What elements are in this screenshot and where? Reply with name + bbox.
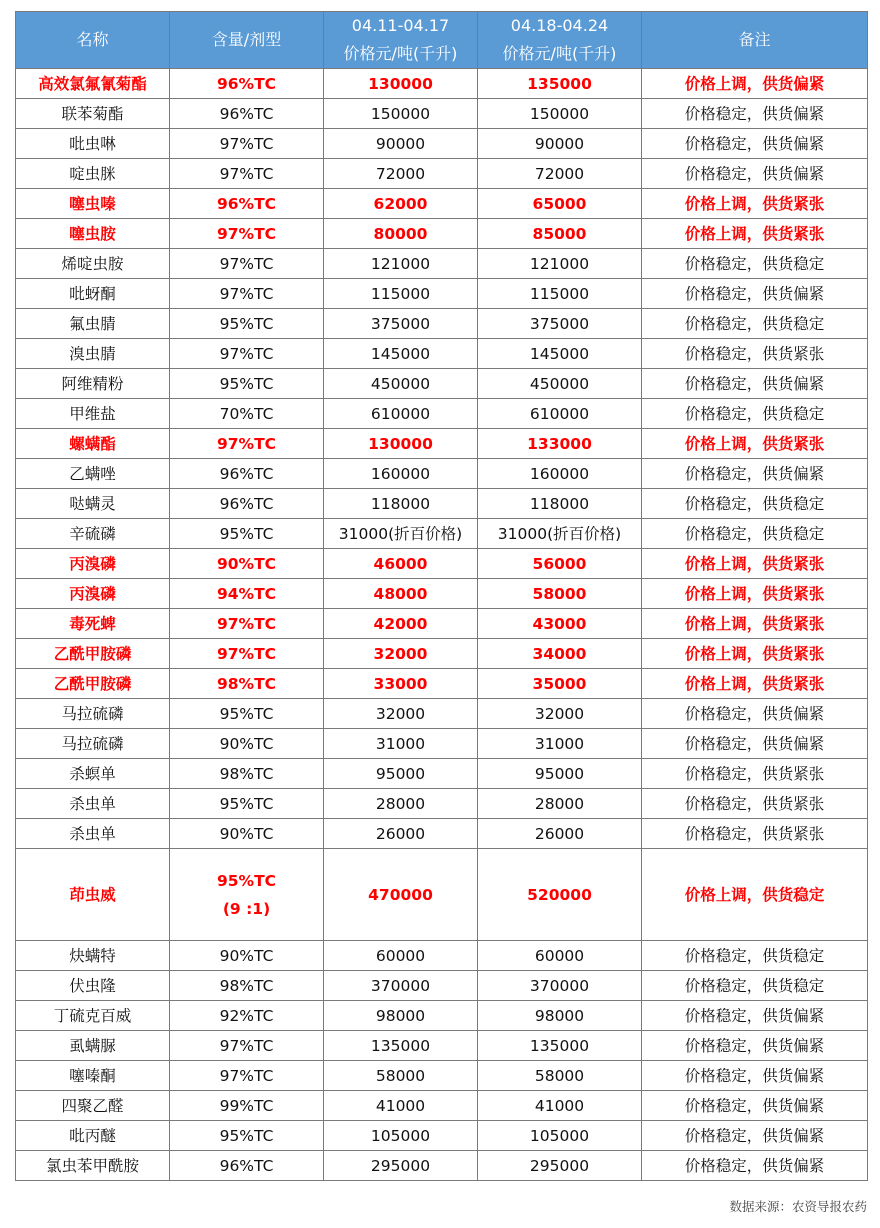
cell-price-week2: 58000 — [478, 1061, 642, 1091]
table-row — [16, 941, 868, 971]
cell-spec: 97%TC — [170, 639, 324, 669]
cell-name: 马拉硫磷 — [16, 729, 170, 759]
cell-price-week2: 26000 — [478, 819, 642, 849]
table-row — [16, 369, 868, 399]
price-table — [15, 11, 868, 1181]
cell-note: 价格稳定，供货稳定 — [642, 941, 868, 971]
cell-spec: 92%TC — [170, 1001, 324, 1031]
cell-spec: 96%TC — [170, 459, 324, 489]
cell-price-week1: 28000 — [324, 789, 478, 819]
cell-note: 价格稳定，供货偏紧 — [642, 129, 868, 159]
cell-price-week2: 520000 — [478, 849, 642, 941]
table-row — [16, 129, 868, 159]
cell-price-week1: 80000 — [324, 219, 478, 249]
cell-spec: 96%TC — [170, 189, 324, 219]
cell-price-week1: 32000 — [324, 639, 478, 669]
cell-spec: 97%TC — [170, 1061, 324, 1091]
cell-name: 螺螨酯 — [16, 429, 170, 459]
cell-note: 价格稳定，供货稳定 — [642, 399, 868, 429]
table-row — [16, 789, 868, 819]
cell-price-week2: 34000 — [478, 639, 642, 669]
price-table-container — [15, 11, 867, 1181]
cell-note: 价格上调，供货紧张 — [642, 669, 868, 699]
table-row — [16, 399, 868, 429]
cell-spec: 97%TC — [170, 429, 324, 459]
header-week1-range: 04.11-04.17 — [351, 16, 450, 35]
cell-name: 高效氯氟氰菊酯 — [16, 69, 170, 99]
cell-spec: 95%TC — [170, 309, 324, 339]
cell-spec: 95%TC — [170, 1121, 324, 1151]
cell-name: 氟虫腈 — [16, 309, 170, 339]
cell-price-week1: 26000 — [324, 819, 478, 849]
cell-name: 乙酰甲胺磷 — [16, 639, 170, 669]
cell-price-week2: 121000 — [478, 249, 642, 279]
table-row — [16, 339, 868, 369]
cell-name: 氯虫苯甲酰胺 — [16, 1151, 170, 1181]
cell-name: 噻虫胺 — [16, 219, 170, 249]
cell-spec: 96%TC — [170, 99, 324, 129]
cell-spec: 99%TC — [170, 1091, 324, 1121]
cell-note: 价格稳定，供货稳定 — [642, 489, 868, 519]
cell-spec: 97%TC — [170, 279, 324, 309]
cell-price-week2: 118000 — [478, 489, 642, 519]
cell-spec: 97%TC — [170, 609, 324, 639]
cell-spec: 96%TC — [170, 489, 324, 519]
cell-spec: 96%TC — [170, 69, 324, 99]
cell-spec: 90%TC — [170, 729, 324, 759]
cell-price-week2: 105000 — [478, 1121, 642, 1151]
cell-spec: 97%TC — [170, 219, 324, 249]
cell-price-week2: 375000 — [478, 309, 642, 339]
cell-price-week2: 41000 — [478, 1091, 642, 1121]
cell-spec: 90%TC — [170, 941, 324, 971]
cell-price-week2: 610000 — [478, 399, 642, 429]
cell-price-week2: 60000 — [478, 941, 642, 971]
cell-name: 哒螨灵 — [16, 489, 170, 519]
table-row — [16, 519, 868, 549]
cell-note: 价格上调，供货紧张 — [642, 579, 868, 609]
cell-spec: 98%TC — [170, 669, 324, 699]
cell-price-week2: 85000 — [478, 219, 642, 249]
cell-price-week1: 115000 — [324, 279, 478, 309]
cell-name: 茚虫威 — [16, 849, 170, 941]
header-week2-unit: 价格元/吨(千升) — [502, 44, 617, 63]
cell-spec: 97%TC — [170, 1031, 324, 1061]
cell-note: 价格稳定，供货偏紧 — [642, 369, 868, 399]
cell-note: 价格稳定，供货偏紧 — [642, 699, 868, 729]
table-row — [16, 1001, 868, 1031]
cell-name: 噻虫嗪 — [16, 189, 170, 219]
cell-spec — [170, 849, 324, 941]
table-header-row — [16, 12, 868, 69]
cell-price-week2: 32000 — [478, 699, 642, 729]
cell-price-week2: 58000 — [478, 579, 642, 609]
table-row — [16, 159, 868, 189]
table-row — [16, 99, 868, 129]
cell-price-week1: 105000 — [324, 1121, 478, 1151]
cell-price-week1: 95000 — [324, 759, 478, 789]
header-note: 备注 — [642, 12, 868, 69]
table-row — [16, 1061, 868, 1091]
cell-note: 价格上调，供货紧张 — [642, 639, 868, 669]
cell-name: 丙溴磷 — [16, 549, 170, 579]
cell-name: 溴虫腈 — [16, 339, 170, 369]
cell-name: 杀虫单 — [16, 789, 170, 819]
cell-note: 价格上调，供货紧张 — [642, 549, 868, 579]
cell-spec: 96%TC — [170, 1151, 324, 1181]
table-row — [16, 669, 868, 699]
cell-name: 伏虫隆 — [16, 971, 170, 1001]
header-week2 — [478, 12, 642, 69]
table-row — [16, 639, 868, 669]
cell-spec-content: 95%TC — [216, 871, 277, 890]
cell-note: 价格稳定，供货紧张 — [642, 759, 868, 789]
table-row — [16, 579, 868, 609]
cell-spec: 90%TC — [170, 819, 324, 849]
cell-price-week1: 31000(折百价格) — [324, 519, 478, 549]
cell-note: 价格上调，供货紧张 — [642, 609, 868, 639]
table-row — [16, 609, 868, 639]
header-week1 — [324, 12, 478, 69]
cell-name: 乙螨唑 — [16, 459, 170, 489]
cell-price-week1: 375000 — [324, 309, 478, 339]
cell-price-week1: 370000 — [324, 971, 478, 1001]
cell-spec: 94%TC — [170, 579, 324, 609]
table-row — [16, 1121, 868, 1151]
cell-note: 价格稳定，供货偏紧 — [642, 1151, 868, 1181]
cell-name: 丙溴磷 — [16, 579, 170, 609]
cell-price-week1: 470000 — [324, 849, 478, 941]
cell-name: 四聚乙醛 — [16, 1091, 170, 1121]
data-source-note: 数据来源：农资导报农药 — [729, 1199, 867, 1214]
cell-note: 价格稳定，供货紧张 — [642, 789, 868, 819]
table-row — [16, 849, 868, 941]
cell-price-week2: 95000 — [478, 759, 642, 789]
cell-price-week2: 31000 — [478, 729, 642, 759]
cell-name: 甲维盐 — [16, 399, 170, 429]
cell-price-week1: 31000 — [324, 729, 478, 759]
cell-price-week2: 72000 — [478, 159, 642, 189]
cell-price-week2: 115000 — [478, 279, 642, 309]
cell-price-week2: 31000(折百价格) — [478, 519, 642, 549]
cell-price-week1: 135000 — [324, 1031, 478, 1061]
cell-name: 联苯菊酯 — [16, 99, 170, 129]
table-row — [16, 819, 868, 849]
cell-spec: 95%TC — [170, 789, 324, 819]
cell-note: 价格稳定，供货偏紧 — [642, 1001, 868, 1031]
cell-price-week1: 62000 — [324, 189, 478, 219]
cell-price-week2: 145000 — [478, 339, 642, 369]
table-row — [16, 429, 868, 459]
cell-name: 噻嗪酮 — [16, 1061, 170, 1091]
cell-note: 价格稳定，供货偏紧 — [642, 729, 868, 759]
cell-note: 价格稳定，供货稳定 — [642, 309, 868, 339]
cell-spec: 97%TC — [170, 339, 324, 369]
cell-note: 价格稳定，供货偏紧 — [642, 459, 868, 489]
cell-spec: 97%TC — [170, 129, 324, 159]
cell-price-week2: 56000 — [478, 549, 642, 579]
cell-price-week1: 130000 — [324, 429, 478, 459]
cell-spec-ratio: (9 :1) — [222, 899, 271, 918]
cell-spec: 97%TC — [170, 249, 324, 279]
cell-price-week2: 65000 — [478, 189, 642, 219]
cell-price-week1: 41000 — [324, 1091, 478, 1121]
cell-note: 价格稳定，供货稳定 — [642, 249, 868, 279]
table-row — [16, 249, 868, 279]
table-row — [16, 1091, 868, 1121]
cell-note: 价格稳定，供货稳定 — [642, 971, 868, 1001]
cell-name: 杀虫单 — [16, 819, 170, 849]
cell-price-week1: 48000 — [324, 579, 478, 609]
cell-note: 价格稳定，供货偏紧 — [642, 1091, 868, 1121]
table-row — [16, 189, 868, 219]
cell-price-week2: 28000 — [478, 789, 642, 819]
cell-name: 杀螟单 — [16, 759, 170, 789]
cell-spec: 95%TC — [170, 699, 324, 729]
cell-note: 价格上调，供货稳定 — [642, 849, 868, 941]
table-row — [16, 971, 868, 1001]
header-name: 名称 — [16, 12, 170, 69]
cell-spec: 98%TC — [170, 759, 324, 789]
cell-price-week1: 72000 — [324, 159, 478, 189]
cell-note: 价格稳定，供货稳定 — [642, 519, 868, 549]
cell-price-week2: 133000 — [478, 429, 642, 459]
cell-price-week1: 145000 — [324, 339, 478, 369]
cell-price-week1: 130000 — [324, 69, 478, 99]
cell-note: 价格稳定，供货偏紧 — [642, 279, 868, 309]
cell-price-week2: 150000 — [478, 99, 642, 129]
cell-spec: 70%TC — [170, 399, 324, 429]
cell-price-week1: 118000 — [324, 489, 478, 519]
cell-note: 价格稳定，供货偏紧 — [642, 1061, 868, 1091]
table-row — [16, 459, 868, 489]
table-row — [16, 729, 868, 759]
cell-price-week1: 610000 — [324, 399, 478, 429]
cell-spec: 90%TC — [170, 549, 324, 579]
cell-name: 丁硫克百威 — [16, 1001, 170, 1031]
cell-price-week2: 160000 — [478, 459, 642, 489]
cell-price-week1: 58000 — [324, 1061, 478, 1091]
cell-price-week1: 150000 — [324, 99, 478, 129]
table-row — [16, 1151, 868, 1181]
cell-spec: 98%TC — [170, 971, 324, 1001]
cell-price-week1: 33000 — [324, 669, 478, 699]
cell-spec: 95%TC — [170, 369, 324, 399]
cell-price-week1: 295000 — [324, 1151, 478, 1181]
cell-price-week1: 90000 — [324, 129, 478, 159]
cell-note: 价格稳定，供货偏紧 — [642, 1121, 868, 1151]
table-row — [16, 549, 868, 579]
cell-price-week2: 450000 — [478, 369, 642, 399]
cell-name: 乙酰甲胺磷 — [16, 669, 170, 699]
table-row — [16, 69, 868, 99]
cell-price-week1: 32000 — [324, 699, 478, 729]
cell-price-week1: 98000 — [324, 1001, 478, 1031]
cell-name: 烯啶虫胺 — [16, 249, 170, 279]
cell-price-week2: 295000 — [478, 1151, 642, 1181]
cell-price-week2: 43000 — [478, 609, 642, 639]
table-row — [16, 279, 868, 309]
cell-note: 价格上调，供货紧张 — [642, 429, 868, 459]
cell-note: 价格稳定，供货偏紧 — [642, 159, 868, 189]
table-row — [16, 489, 868, 519]
table-row — [16, 1031, 868, 1061]
cell-price-week1: 160000 — [324, 459, 478, 489]
header-week2-range: 04.18-04.24 — [510, 16, 609, 35]
table-row — [16, 309, 868, 339]
table-body — [16, 69, 868, 1181]
cell-price-week1: 60000 — [324, 941, 478, 971]
cell-price-week2: 35000 — [478, 669, 642, 699]
cell-note: 价格稳定，供货紧张 — [642, 339, 868, 369]
table-row — [16, 759, 868, 789]
cell-note: 价格上调，供货偏紧 — [642, 69, 868, 99]
cell-name: 吡丙醚 — [16, 1121, 170, 1151]
header-spec: 含量/剂型 — [170, 12, 324, 69]
cell-name: 马拉硫磷 — [16, 699, 170, 729]
cell-spec: 97%TC — [170, 159, 324, 189]
cell-price-week2: 90000 — [478, 129, 642, 159]
cell-name: 阿维精粉 — [16, 369, 170, 399]
cell-price-week1: 42000 — [324, 609, 478, 639]
cell-name: 吡虫啉 — [16, 129, 170, 159]
cell-note: 价格上调，供货紧张 — [642, 189, 868, 219]
cell-name: 啶虫脒 — [16, 159, 170, 189]
cell-name: 炔螨特 — [16, 941, 170, 971]
cell-note: 价格稳定，供货偏紧 — [642, 1031, 868, 1061]
table-row — [16, 699, 868, 729]
cell-note: 价格稳定，供货紧张 — [642, 819, 868, 849]
cell-price-week2: 370000 — [478, 971, 642, 1001]
cell-name: 辛硫磷 — [16, 519, 170, 549]
cell-price-week1: 121000 — [324, 249, 478, 279]
cell-price-week1: 46000 — [324, 549, 478, 579]
cell-price-week2: 135000 — [478, 69, 642, 99]
table-row — [16, 219, 868, 249]
cell-name: 吡蚜酮 — [16, 279, 170, 309]
cell-price-week1: 450000 — [324, 369, 478, 399]
cell-note: 价格稳定，供货偏紧 — [642, 99, 868, 129]
header-week1-unit: 价格元/吨(千升) — [343, 44, 458, 63]
cell-spec: 95%TC — [170, 519, 324, 549]
cell-price-week2: 98000 — [478, 1001, 642, 1031]
cell-note: 价格上调，供货紧张 — [642, 219, 868, 249]
cell-price-week2: 135000 — [478, 1031, 642, 1061]
cell-name: 毒死蜱 — [16, 609, 170, 639]
cell-name: 虱螨脲 — [16, 1031, 170, 1061]
